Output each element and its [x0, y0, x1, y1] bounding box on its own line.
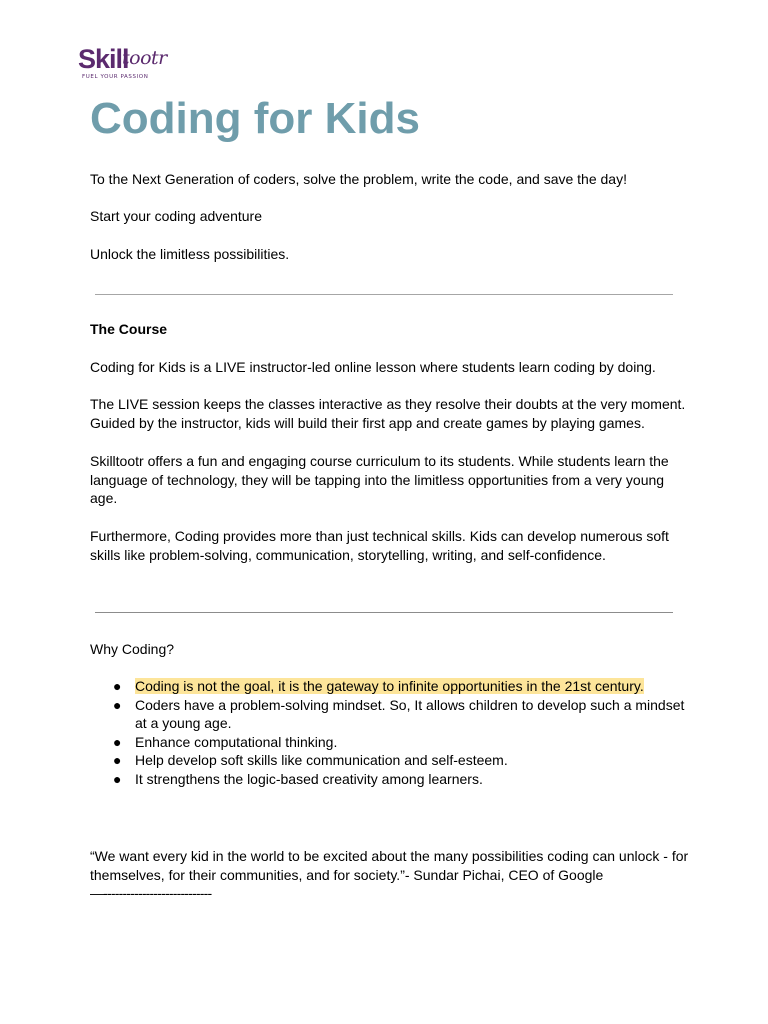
bullet-icon: ● — [113, 696, 122, 713]
skilltootr-logo — [78, 42, 178, 84]
list-item — [90, 733, 690, 752]
bullet-icon: ● — [113, 752, 122, 769]
divider-middle — [95, 612, 673, 613]
list-item — [90, 696, 690, 733]
list-item-text: Coders have a problem-solving mindset. So, It allows children to develop such a mindset at a young age. — [135, 696, 685, 732]
list-item-text-highlighted: Coding is not the goal, it is the gateway to infinite opportunities in the 21st century. — [135, 678, 644, 694]
list-item-text: Help develop soft skills like communication and self-esteem. — [135, 752, 508, 769]
list-item — [90, 770, 690, 789]
list-item-text: It strengthens the logic-based creativity among learners. — [135, 770, 483, 787]
intro-line-1: To the Next Generation of coders, solve the problem, write the code, and save the day! — [90, 171, 627, 187]
course-paragraph-4: Furthermore, Coding provides more than just technical skills. Kids can develop numerous soft skills like problem-solving, communication, storytelling, writing, and self-confidence. — [90, 528, 669, 563]
bullet-icon: ● — [113, 733, 122, 750]
logo-tagline: FUEL YOUR PASSION — [82, 74, 149, 80]
course-paragraph-1: Coding for Kids is a LIVE instructor-led online lesson where students learn coding by doing. — [90, 359, 656, 375]
bullet-icon: ● — [113, 770, 122, 787]
logo-script: tootr — [122, 47, 167, 69]
bullet-icon: ● — [113, 678, 122, 694]
list-item — [90, 751, 690, 770]
quote-text: “We want every kid in the world to be excited about the many possibilities coding can unlock - for themselves, for their communities, and for society.”- Sundar Pichai, CEO of Google — [90, 848, 689, 883]
logo-wordmark: Skill — [78, 44, 129, 74]
course-paragraph-2: The LIVE session keeps the classes interactive as they resolve their doubts at the very moment. Guided by the instructor, kids will build their first app and create games by playing games. — [90, 396, 686, 431]
why-heading: Why Coding? — [90, 641, 175, 657]
intro-line-3: Unlock the limitless possibilities. — [90, 246, 290, 262]
intro-line-2: Start your coding adventure — [90, 208, 262, 224]
list-item-text: Enhance computational thinking. — [135, 733, 338, 750]
course-paragraph-3: Skilltootr offers a fun and engaging course curriculum to its students. While students learn the language of technology, they will be tapping into the limitless opportunities from a very young age. — [90, 453, 669, 507]
page-title: Coding for Kids — [90, 94, 420, 143]
why-coding-list — [90, 677, 690, 789]
course-heading: The Course — [90, 321, 168, 337]
quote-trailer-line: —---------------------------- — [90, 885, 212, 901]
divider-top — [95, 294, 673, 295]
list-item — [90, 677, 690, 696]
